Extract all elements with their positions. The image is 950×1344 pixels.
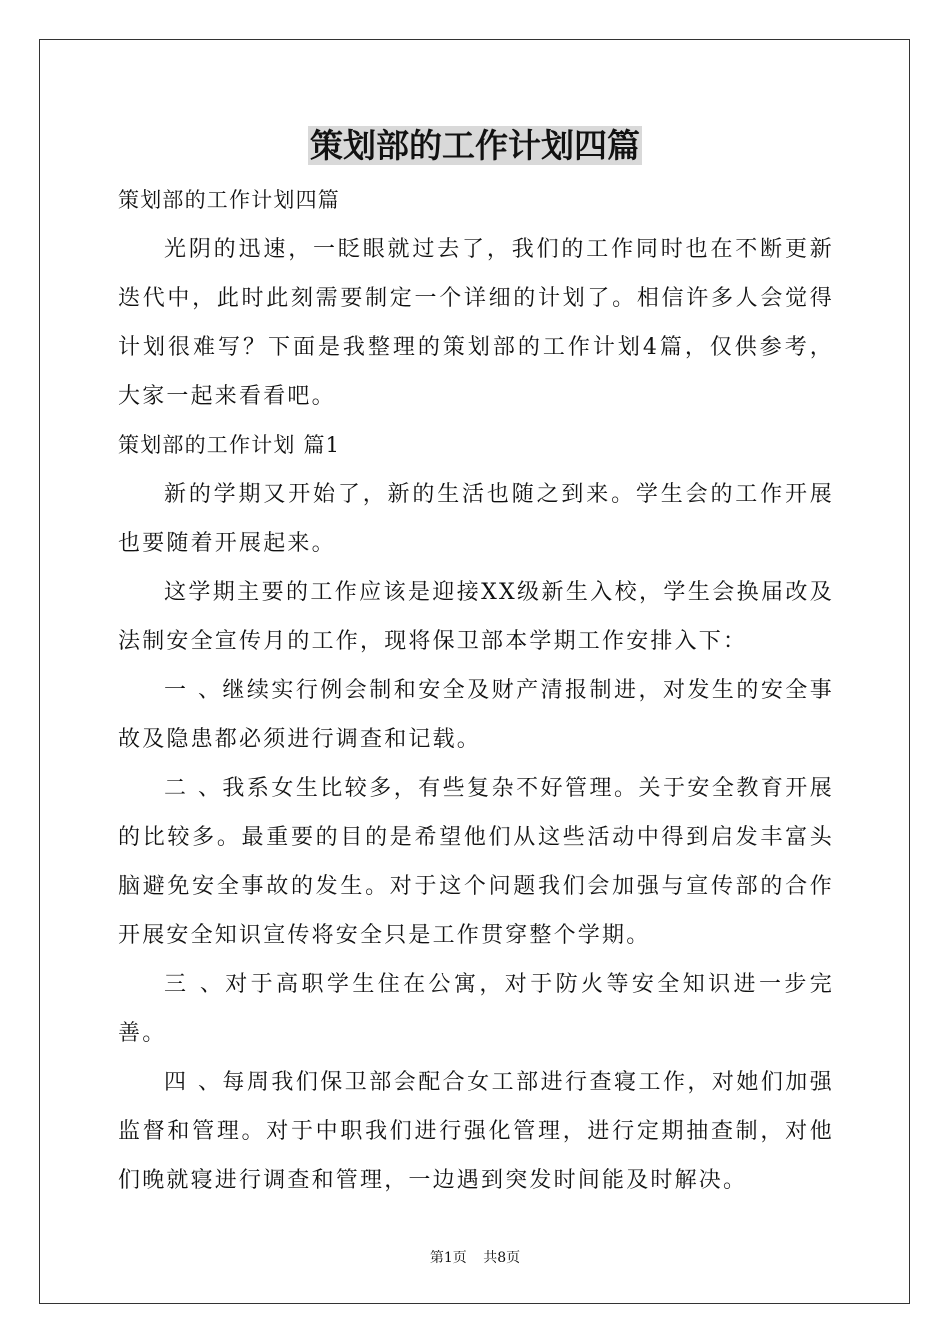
body-paragraph: 这学期主要的工作应该是迎接XX级新生入校，学生会换届改及法制安全宣传月的工作，现将保卫部本学期工作安排入下： [118,580,834,654]
list-item-3: 三 、对于高职学生住在公寓，对于防火等安全知识进一步完善。 [118,972,834,1046]
page-footer [0,1248,950,1268]
document-title-text: 策划部的工作计划四篇 [310,126,640,165]
page-total: 共8页 [483,1250,521,1266]
list-item-4: 四 、每周我们保卫部会配合女工部进行查寝工作，对她们加强监督和管理。对于中职我们进行强化管理，进行定期抽查制，对他们晚就寝进行调查和管理，一边遇到突发时间能及时解决。 [118,1070,834,1193]
list-item-1: 一 、继续实行例会制和安全及财产清报制进，对发生的安全事故及隐患都必须进行调查和记载。 [118,678,834,752]
list-item-2: 二 、我系女生比较多，有些复杂不好管理。关于安全教育开展的比较多。最重要的目的是希望他们从这些活动中得到启发丰富头脑避免安全事故的发生。对于这个问题我们会加强与宣传部的合作开展安全知识宣传将安全只是工作贯穿整个学期。 [118,776,834,948]
document-body [118,176,834,1205]
page-number: 第1页 [429,1250,467,1266]
section-heading-1: 策划部的工作计划 篇1 [118,433,341,457]
body-paragraph: 新的学期又开始了，新的生活也随之到来。学生会的工作开展也要随着开展起来。 [118,482,834,556]
document-title [0,124,950,168]
intro-paragraph: 光阴的迅速，一眨眼就过去了，我们的工作同时也在不断更新迭代中，此时此刻需要制定一个详细的计划了。相信许多人会觉得计划很难写？下面是我整理的策划部的工作计划4篇，仅供参考，大家一起来看看吧。 [118,237,834,409]
doc-subtitle: 策划部的工作计划四篇 [118,188,340,212]
